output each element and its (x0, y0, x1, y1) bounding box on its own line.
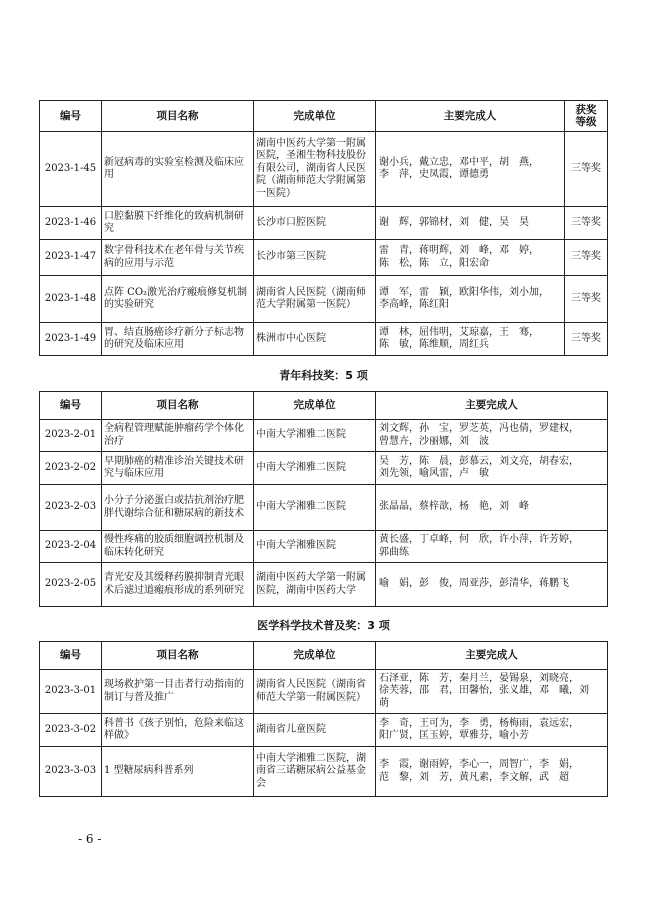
header-id: 编号 (40, 392, 102, 420)
row-people: 雷 青，蒋明辉，刘 峰，邓 婷， 陈 松，陈 立，阳宏命 (376, 240, 565, 276)
awards-table-3 (39, 641, 608, 797)
row-award-level: 三等奖 (565, 240, 608, 276)
row-people: 李 奇，王可为，李 勇，杨梅雨，袁远宏， 阳广贤，匡玉婷，覃雅芬，喻小芳 (376, 714, 608, 747)
section-title-science-popularization-award: 医学科学技术普及奖：3 项 (257, 619, 390, 632)
row-unit: 中南大学湘雅二医院 (254, 452, 376, 485)
row-unit: 长沙市第三医院 (254, 240, 376, 276)
row-unit: 湖南中医药大学第一附属医院，圣湘生物科技股份有限公司，湖南省人民医院（湖南师范大学附属第一医院） (254, 132, 376, 207)
table-row (40, 747, 608, 797)
row-id: 2023-2-05 (40, 563, 102, 607)
row-award-level: 三等奖 (565, 276, 608, 323)
table-row (40, 323, 608, 356)
row-unit: 湖南省儿童医院 (254, 714, 376, 747)
table-row (40, 276, 608, 323)
row-id: 2023-1-45 (40, 132, 102, 207)
row-project-name: 数字骨科技术在老年骨与关节疾病的应用与示范 (102, 240, 254, 276)
row-people: 谭 林，屈伟明，艾琼嘉，王 骞， 陈 敏，陈维顺，周红兵 (376, 323, 565, 356)
row-id: 2023-3-03 (40, 747, 102, 797)
row-project-name: 口腔黏膜下纤维化的致病机制研究 (102, 207, 254, 240)
page-number: - 6 - (78, 832, 102, 846)
row-project-name: 科普书《孩子别怕，危险来临这样做》 (102, 714, 254, 747)
header-award-level: 获奖 等级 (565, 101, 608, 132)
row-award-level: 三等奖 (565, 132, 608, 207)
row-unit: 长沙市口腔医院 (254, 207, 376, 240)
row-id: 2023-3-01 (40, 670, 102, 714)
row-people: 张晶晶，蔡梓歆，杨 艳，刘 峰 (376, 485, 608, 531)
row-unit: 中南大学湘雅二医院 (254, 485, 376, 531)
row-people: 刘文辉，孙 宝，罗芝英，冯也倩，罗建权， 曾慧卉，沙丽娜，刘 波 (376, 420, 608, 452)
header-project-name: 项目名称 (102, 642, 254, 670)
row-project-name: 现场救护第一目击者行动指南的制订与普及推广 (102, 670, 254, 714)
row-unit: 湖南中医药大学第一附属医院，湖南中医药大学 (254, 563, 376, 607)
header-id: 编号 (40, 642, 102, 670)
row-project-name: 青光安及其缓释药膜抑制青光眼术后滤过道瘢痕形成的系列研究 (102, 563, 254, 607)
row-id: 2023-3-02 (40, 714, 102, 747)
row-project-name: 早期肺癌的精准诊治关键技术研究与临床应用 (102, 452, 254, 485)
row-project-name: 新冠病毒的实验室检测及临床应用 (102, 132, 254, 207)
row-people: 谢小兵，戴立忠，邓中平，胡 燕， 李 萍，史凤霞，谭德勇 (376, 132, 565, 207)
header-unit: 完成单位 (254, 642, 376, 670)
table-row (40, 485, 608, 531)
header-unit: 完成单位 (254, 392, 376, 420)
row-project-name: 小分子分泌蛋白或拮抗剂治疗肥胖代谢综合征和糖尿病的新技术 (102, 485, 254, 531)
row-award-level: 三等奖 (565, 207, 608, 240)
section-title-youth-award: 青年科技奖：5 项 (279, 369, 368, 382)
header-unit: 完成单位 (254, 101, 376, 132)
row-id: 2023-2-02 (40, 452, 102, 485)
table-row (40, 240, 608, 276)
row-people: 喻 娟，彭 俊，周亚莎，彭清华，蒋鹏飞 (376, 563, 608, 607)
table-row (40, 531, 608, 563)
awards-table-1 (39, 100, 608, 356)
row-id: 2023-1-48 (40, 276, 102, 323)
row-id: 2023-2-01 (40, 420, 102, 452)
row-id: 2023-2-04 (40, 531, 102, 563)
table-row (40, 563, 608, 607)
row-award-level: 三等奖 (565, 323, 608, 356)
row-project-name: 1 型糖尿病科普系列 (102, 747, 254, 797)
row-unit: 株洲市中心医院 (254, 323, 376, 356)
row-unit: 湖南省人民医院（湖南省师范大学第一附属医院） (254, 670, 376, 714)
row-people: 谢 辉，郭锦材，刘 健，吴 昊 (376, 207, 565, 240)
header-id: 编号 (40, 101, 102, 132)
row-people: 黄长盛，丁卓峰，何 欣，许小萍，许芳婷， 郭曲练 (376, 531, 608, 563)
row-unit: 中南大学湘雅二医院 (254, 420, 376, 452)
row-people: 吴 芳，陈 晨，彭慕云，刘文亮，胡春宏， 刘先领，喻风雷，卢 敏 (376, 452, 608, 485)
awards-table-2 (39, 391, 608, 607)
table-row (40, 670, 608, 714)
row-id: 2023-2-03 (40, 485, 102, 531)
row-people: 李 霞，谢雨婷，李心一，周智广，李 娟， 范 黎，刘 芳，黄凡素，李文解，武 超 (376, 747, 608, 797)
table-row (40, 714, 608, 747)
row-people: 谭 军，雷 颖，欧阳华伟，刘小加， 李高峰，陈红阳 (376, 276, 565, 323)
header-project-name: 项目名称 (102, 392, 254, 420)
row-project-name: 胃、结直肠癌诊疗新分子标志物的研究及临床应用 (102, 323, 254, 356)
table-row (40, 420, 608, 452)
header-people: 主要完成人 (376, 101, 565, 132)
header-people: 主要完成人 (376, 642, 608, 670)
row-id: 2023-1-49 (40, 323, 102, 356)
row-id: 2023-1-46 (40, 207, 102, 240)
row-project-name: 点阵 CO₂激光治疗瘢痕修复机制的实验研究 (102, 276, 254, 323)
row-unit: 中南大学湘雅二医院，湖南省三诺糖尿病公益基金会 (254, 747, 376, 797)
row-project-name: 全病程管理赋能肿瘤药学个体化治疗 (102, 420, 254, 452)
table-row (40, 132, 608, 207)
table-row (40, 207, 608, 240)
row-people: 石泽亚，陈 芳，秦月兰，晏锡泉，刘晓亮， 徐芙蓉，邵 君，田馨怡，张义雄，邓 曦，刘 萌 (376, 670, 608, 714)
table-row (40, 452, 608, 485)
header-people: 主要完成人 (376, 392, 608, 420)
row-project-name: 慢性疼痛的胶质细胞调控机制及临床转化研究 (102, 531, 254, 563)
row-id: 2023-1-47 (40, 240, 102, 276)
row-unit: 中南大学湘雅医院 (254, 531, 376, 563)
row-unit: 湖南省人民医院（湖南师范大学附属第一医院） (254, 276, 376, 323)
header-project-name: 项目名称 (102, 101, 254, 132)
